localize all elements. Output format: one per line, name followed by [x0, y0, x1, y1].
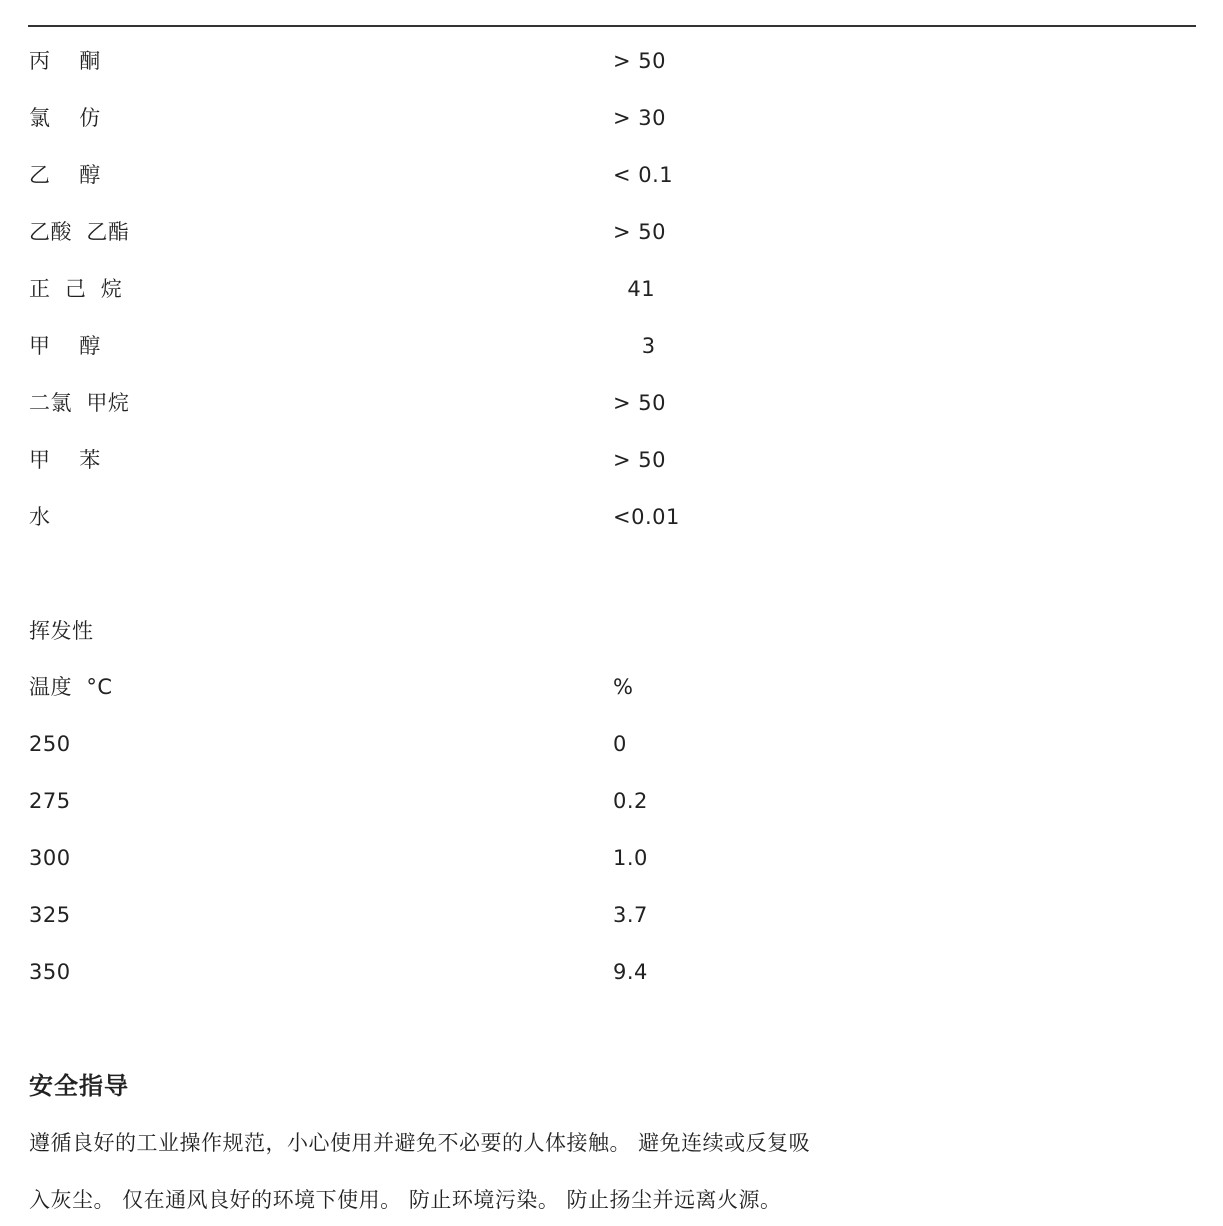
- safety-text-line: 入灰尘。 仅在通风良好的环境下使用。 防止环境污染。 防止扬尘并远离火源。: [29, 1188, 782, 1212]
- table-row: [0, 440, 1223, 480]
- solubility-value: > 50: [613, 49, 666, 73]
- percent-header: %: [613, 675, 634, 699]
- table-row: [0, 497, 1223, 537]
- table-row: [0, 383, 1223, 423]
- temperature-value: 350: [29, 960, 71, 984]
- solvent-name: 丙 酮: [29, 49, 101, 73]
- table-row: [0, 269, 1223, 309]
- solvent-name: 正 己 烷: [29, 277, 123, 301]
- table-row: [0, 212, 1223, 252]
- solubility-value: > 50: [613, 448, 666, 472]
- table-row: [0, 41, 1223, 81]
- percent-value: 0: [613, 732, 627, 756]
- temperature-value: 250: [29, 732, 71, 756]
- percent-value: 0.2: [613, 789, 648, 813]
- table-row: [0, 98, 1223, 138]
- table-row: [0, 724, 1223, 764]
- volatility-title: 挥发性: [29, 619, 94, 643]
- temperature-value: 275: [29, 789, 71, 813]
- solvent-name: 乙 醇: [29, 163, 101, 187]
- table-row: [0, 155, 1223, 195]
- solvent-name: 水: [29, 505, 51, 529]
- table-row: [0, 838, 1223, 878]
- solvent-name: 二氯 甲烷: [29, 391, 130, 415]
- solubility-value: 3: [613, 334, 656, 358]
- table-row: [0, 895, 1223, 935]
- solubility-value: > 50: [613, 220, 666, 244]
- temperature-value: 300: [29, 846, 71, 870]
- solvent-name: 氯 仿: [29, 106, 101, 130]
- solubility-value: 41: [613, 277, 656, 301]
- table-row: [0, 326, 1223, 366]
- solubility-value: <0.01: [613, 505, 680, 529]
- percent-value: 3.7: [613, 903, 648, 927]
- solubility-value: < 0.1: [613, 163, 674, 187]
- safety-heading: 安全指导: [29, 1072, 129, 1100]
- table-header-row: [0, 667, 1223, 707]
- table-row: [0, 952, 1223, 992]
- temperature-header: 温度 °C: [29, 675, 113, 699]
- solubility-value: > 50: [613, 391, 666, 415]
- safety-text-line: 遵循良好的工业操作规范，小心使用并避免不必要的人体接触。 避免连续或反复吸: [29, 1131, 811, 1155]
- solvent-name: 甲 醇: [29, 334, 101, 358]
- temperature-value: 325: [29, 903, 71, 927]
- table-row: [0, 781, 1223, 821]
- percent-value: 9.4: [613, 960, 648, 984]
- solvent-name: 乙酸 乙酯: [29, 220, 130, 244]
- solvent-name: 甲 苯: [29, 448, 101, 472]
- percent-value: 1.0: [613, 846, 648, 870]
- solubility-value: > 30: [613, 106, 666, 130]
- top-divider: [28, 25, 1196, 27]
